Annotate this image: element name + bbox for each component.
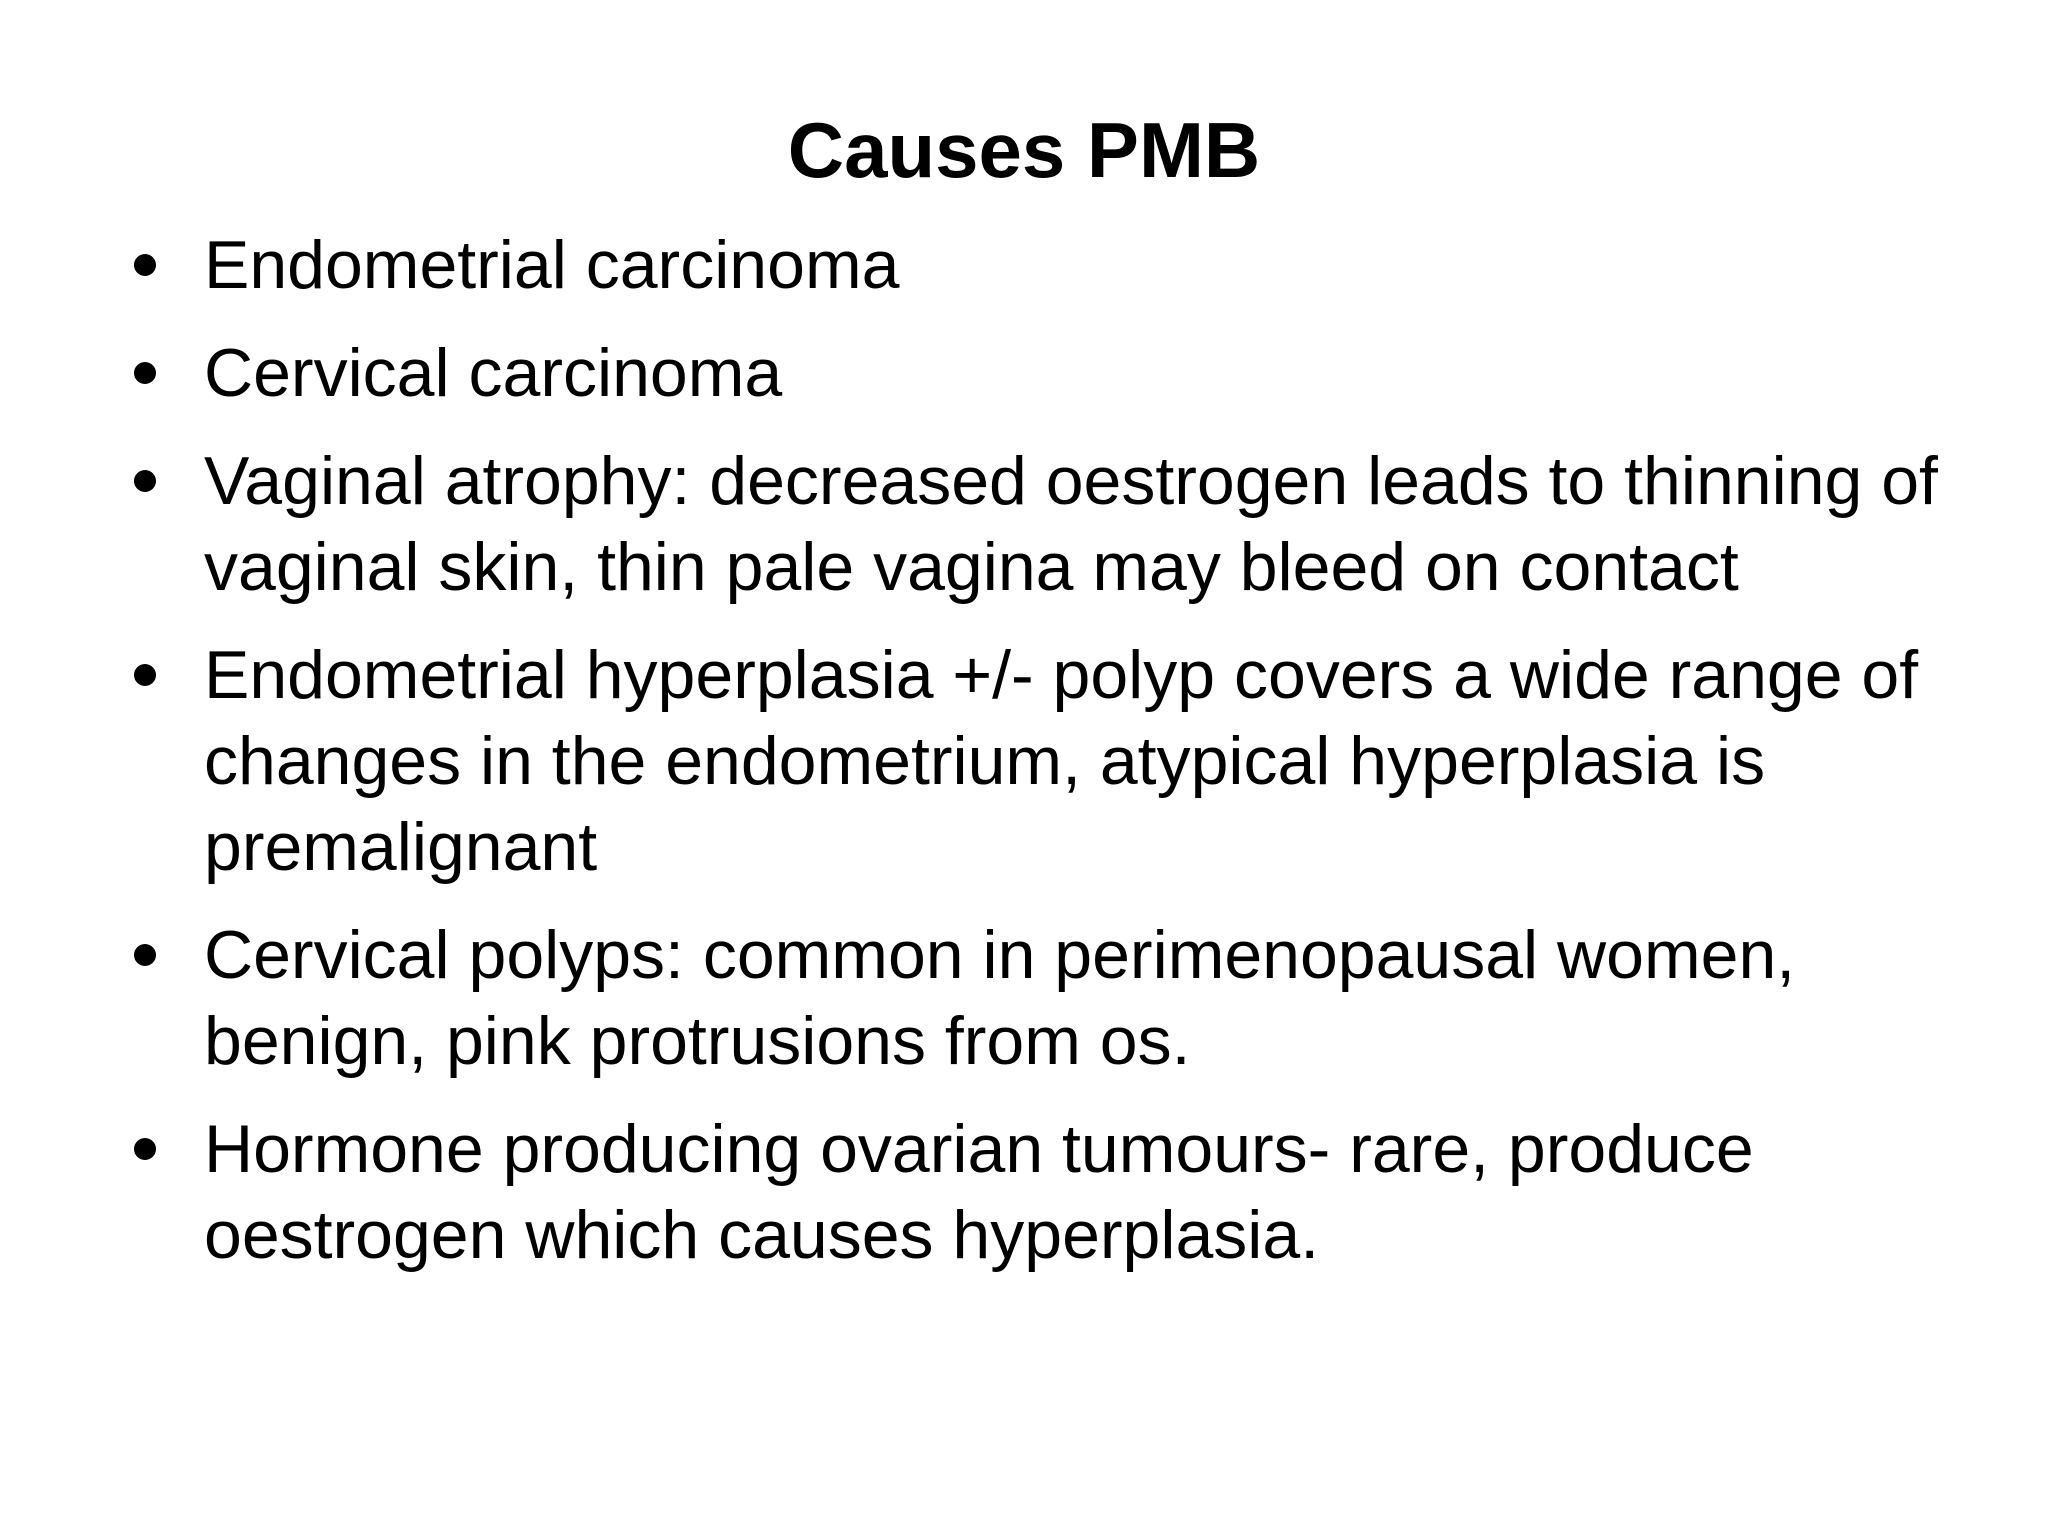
slide-title: Causes PMB xyxy=(787,106,1261,194)
bullet-item-hormone-producing-ovarian-tumours xyxy=(126,1106,1986,1278)
bullet-item-cervical-carcinoma xyxy=(126,330,1986,416)
bullet-text: Vaginal atrophy: decreased oestrogen leads to thinning of vaginal skin, thin pale vagina may bleed on contact xyxy=(204,443,1938,605)
bullet-point-icon xyxy=(134,944,156,966)
bullet-text: Cervical carcinoma xyxy=(204,335,783,411)
bullet-point-icon xyxy=(134,362,156,384)
bullet-item-endometrial-hyperplasia xyxy=(126,632,1986,890)
bullet-text: Endometrial hyperplasia +/- polyp covers a wide range of changes in the endometrium, atypical hyperplasia is premalignant xyxy=(204,637,1919,885)
bullet-item-cervical-polyps xyxy=(126,912,1986,1084)
bullet-point-icon xyxy=(134,254,156,276)
bullet-item-endometrial-carcinoma xyxy=(126,222,1986,308)
bullet-point-icon xyxy=(134,470,156,492)
bullet-list xyxy=(126,222,1986,1300)
bullet-text: Hormone producing ovarian tumours- rare, produce oestrogen which causes hyperplasia. xyxy=(204,1111,1754,1273)
bullet-text: Endometrial carcinoma xyxy=(204,227,900,303)
bullet-text: Cervical polyps: common in perimenopausal women, benign, pink protrusions from os. xyxy=(204,917,1796,1079)
bullet-point-icon xyxy=(134,664,156,686)
bullet-point-icon xyxy=(134,1138,156,1160)
bullet-item-vaginal-atrophy xyxy=(126,438,1986,610)
